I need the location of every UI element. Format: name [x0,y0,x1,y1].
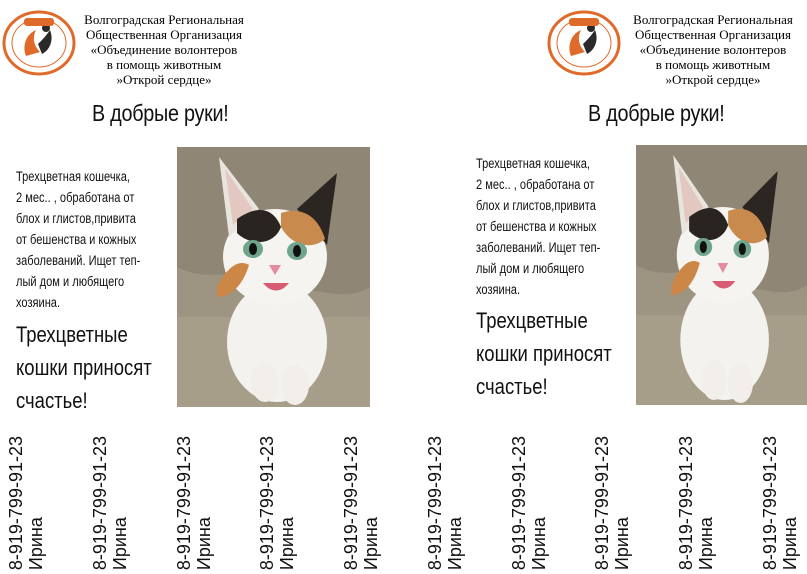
tear-off-tab [257,425,341,574]
tab-name: Ирина [194,517,214,570]
tab-phone: 8-919-799-91-23 [425,435,445,570]
tab-name: Ирина [612,517,632,570]
flyer-left [0,0,400,425]
tab-phone: 8-919-799-91-23 [760,435,780,570]
cat-description: Трехцветная кошечка, 2 мес.. , обработана от блох и глистов,привита от бешенства и кожных заболеваний. Ищет теп- лый дом и любящего хозяина. [476,156,601,297]
tab-name: Ирина [696,517,716,570]
tab-name: Ирина [361,517,381,570]
organization-logo [2,10,76,76]
flyer-title: В добрые руки! [92,100,229,126]
tear-off-tab [341,425,425,574]
tab-name: Ирина [277,517,297,570]
tear-off-tab [6,425,90,574]
organization-name: Волгоградская Региональная Общественная Организация «Объединение волонтеров в помощь животным »Открой сердце» [84,12,244,87]
tear-off-tab [425,425,509,574]
tab-phone: 8-919-799-91-23 [6,435,26,570]
tab-phone: 8-919-799-91-23 [509,435,529,570]
cat-description: Трехцветная кошечка, 2 мес.. , обработана от блох и глистов,привита от бешенства и кожных заболеваний. Ищет теп- лый дом и любящего хозяина. [16,169,141,310]
tab-phone: 8-919-799-91-23 [174,435,194,570]
flyer-slogan: Трехцветные кошки приносят счастье! [16,322,152,413]
organization-name: Волгоградская Региональная Общественная Организация «Объединение волонтеров в помощь животным »Открой сердце» [633,12,793,87]
tab-phone: 8-919-799-91-23 [341,435,361,570]
flyer-right [470,0,807,425]
kitten-photo [177,147,370,407]
tab-name: Ирина [445,517,465,570]
tear-off-tab [90,425,174,574]
tear-off-tab [676,425,760,574]
kitten-photo [636,145,807,405]
organization-logo [547,10,621,76]
flyer-title: В добрые руки! [588,100,725,126]
tab-phone: 8-919-799-91-23 [90,435,110,570]
tab-phone: 8-919-799-91-23 [257,435,277,570]
tab-phone: 8-919-799-91-23 [592,435,612,570]
tear-off-tab [174,425,258,574]
tab-name: Ирина [26,517,46,570]
tab-name: Ирина [110,517,130,570]
tear-off-tabs [0,425,807,574]
tear-off-tab [760,425,807,574]
flyer-slogan: Трехцветные кошки приносят счастье! [476,308,612,399]
tab-name: Ирина [529,517,549,570]
tear-off-tab [592,425,676,574]
tear-off-tab [509,425,593,574]
tab-name: Ирина [780,517,800,570]
tab-phone: 8-919-799-91-23 [676,435,696,570]
